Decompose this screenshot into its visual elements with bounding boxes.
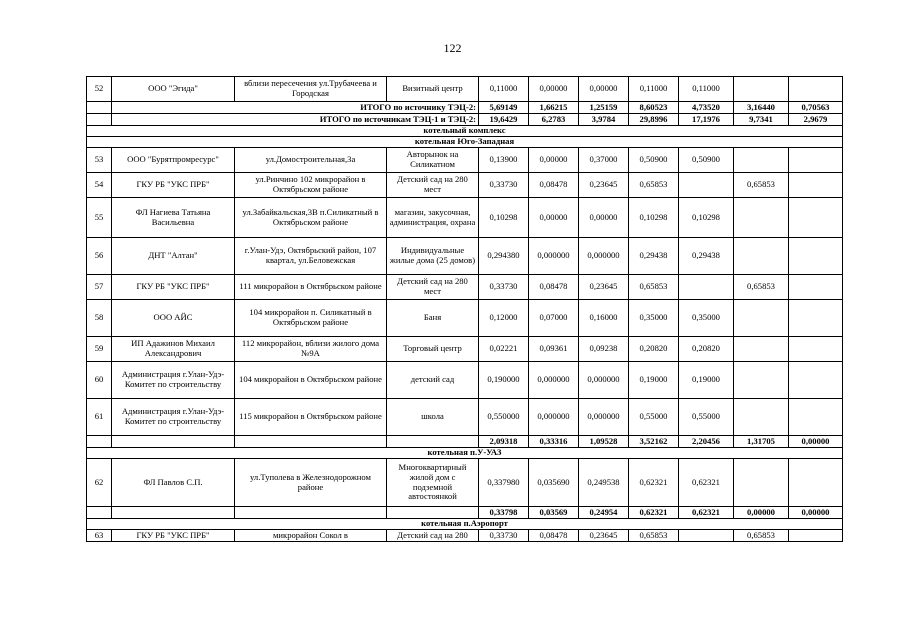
address: микрорайон Сокол в [235, 530, 387, 542]
address: ул.Забайкальская,3В п.Силикатный в Октябрьском районе [235, 198, 387, 238]
cell-value [734, 198, 789, 238]
cell-value: 0,00000 [734, 507, 789, 519]
cell-value: 1,25159 [579, 102, 629, 114]
organization: ФЛ Павлов С.П. [112, 459, 235, 507]
cell-value: 0,37000 [579, 148, 629, 173]
cell-value: 0,00000 [789, 507, 843, 519]
cell-value: 0,62321 [629, 507, 679, 519]
row-number: 61 [87, 399, 112, 436]
cell-value: 6,2783 [529, 114, 579, 126]
table-row [87, 148, 843, 173]
organization: ГКУ РБ "УКС ПРБ" [112, 530, 235, 542]
cell-value: 0,08478 [529, 530, 579, 542]
cell-value [734, 459, 789, 507]
section-header [87, 126, 843, 137]
cell-value: 3,52162 [629, 436, 679, 448]
object: Визитный центр [387, 77, 479, 102]
table-row [87, 459, 843, 507]
cell-value: 0,000000 [579, 399, 629, 436]
cell-value: 0,35000 [629, 300, 679, 337]
cell-value: 0,08478 [529, 173, 579, 198]
object: Детский сад на 280 мест [387, 275, 479, 300]
cell-value: 0,13900 [479, 148, 529, 173]
row-number: 63 [87, 530, 112, 542]
cell-value: 0,249538 [579, 459, 629, 507]
address: 104 микрорайон в Октябрьском районе [235, 362, 387, 399]
cell-value: 0,65853 [629, 530, 679, 542]
cell-value [734, 238, 789, 275]
address: 112 микрорайон, вблизи жилого дома №9А [235, 337, 387, 362]
cell-value: 3,16440 [734, 102, 789, 114]
section-title: котельная п.Аэропорт [87, 519, 843, 530]
section-title: котельная п.У-УАЗ [87, 448, 843, 459]
cell-value: 0,00000 [529, 77, 579, 102]
organization: ИП Адажинов Михаил Александрович [112, 337, 235, 362]
cell-value: 0,10298 [679, 198, 734, 238]
total-row-tec2 [87, 102, 843, 114]
cell-value [789, 399, 843, 436]
cell-value: 0,09361 [529, 337, 579, 362]
row-number: 56 [87, 238, 112, 275]
cell-value: 0,00000 [529, 198, 579, 238]
cell-value: 0,000000 [529, 362, 579, 399]
section-header [87, 448, 843, 459]
cell-value [734, 399, 789, 436]
cell-value [789, 337, 843, 362]
cell-value: 0,20820 [679, 337, 734, 362]
row-number: 55 [87, 198, 112, 238]
cell-value: 0,65853 [734, 530, 789, 542]
cell-value: 0,23645 [579, 173, 629, 198]
total-label: ИТОГО по источникам ТЭЦ-1 и ТЭЦ-2: [112, 114, 479, 126]
row-number: 62 [87, 459, 112, 507]
object: Торговый центр [387, 337, 479, 362]
cell-value: 0,03569 [529, 507, 579, 519]
cell-value: 0,29438 [679, 238, 734, 275]
cell-value: 0,000000 [529, 238, 579, 275]
table-row [87, 530, 843, 542]
row-number: 54 [87, 173, 112, 198]
cell-value [734, 77, 789, 102]
cell-value: 2,9679 [789, 114, 843, 126]
object: Баня [387, 300, 479, 337]
cell-value: 0,337980 [479, 459, 529, 507]
cell-value: 0,00000 [789, 436, 843, 448]
cell-value: 17,1976 [679, 114, 734, 126]
cell-value: 1,09528 [579, 436, 629, 448]
cell-value: 0,10298 [479, 198, 529, 238]
cell-value: 0,00000 [529, 148, 579, 173]
cell-value: 0,33730 [479, 173, 529, 198]
row-number: 52 [87, 77, 112, 102]
row-number: 59 [87, 337, 112, 362]
address: 111 микрорайон в Октябрьском районе [235, 275, 387, 300]
object: Многоквартирный жилой дом с подземной автостоянкой [387, 459, 479, 507]
cell-value [789, 198, 843, 238]
table-row [87, 198, 843, 238]
cell-value: 0,00000 [579, 77, 629, 102]
total-label: ИТОГО по источнику ТЭЦ-2: [112, 102, 479, 114]
object: Детский сад на 280 мест [387, 173, 479, 198]
address: ул.Домостроительная,3а [235, 148, 387, 173]
organization: Администрация г.Улан-Удэ-Комитет по строительству [112, 399, 235, 436]
object: Детский сад на 280 [387, 530, 479, 542]
cell-value: 0,33730 [479, 530, 529, 542]
cell-value: 29,8996 [629, 114, 679, 126]
cell-value [789, 300, 843, 337]
object: детский сад [387, 362, 479, 399]
organization: ГКУ РБ "УКС ПРБ" [112, 173, 235, 198]
total-row-tec12 [87, 114, 843, 126]
cell-value [679, 173, 734, 198]
cell-value: 2,20456 [679, 436, 734, 448]
object: Авторынок на Силикатном [387, 148, 479, 173]
cell-value: 0,16000 [579, 300, 629, 337]
organization: Администрация г.Улан-Удэ-Комитет по строительству [112, 362, 235, 399]
cell-value: 0,00000 [579, 198, 629, 238]
cell-value [789, 459, 843, 507]
cell-value: 0,33316 [529, 436, 579, 448]
cell-value: 0,50900 [679, 148, 734, 173]
organization: ООО "Эгида" [112, 77, 235, 102]
table-row [87, 238, 843, 275]
cell-value: 4,73520 [679, 102, 734, 114]
object: школа [387, 399, 479, 436]
cell-value: 0,12000 [479, 300, 529, 337]
cell-value [734, 148, 789, 173]
table-row [87, 337, 843, 362]
cell-value [789, 238, 843, 275]
table-row [87, 77, 843, 102]
cell-value [734, 300, 789, 337]
cell-value: 8,60523 [629, 102, 679, 114]
object: Индивидуальные жилые дома (25 домов) [387, 238, 479, 275]
address: ул.Туполева в Железнодорожном районе [235, 459, 387, 507]
cell-value: 0,62321 [679, 459, 734, 507]
cell-value: 0,29438 [629, 238, 679, 275]
row-number: 60 [87, 362, 112, 399]
address: вблизи пересечения ул.Трубачеева и Городская [235, 77, 387, 102]
cell-value [789, 148, 843, 173]
cell-value: 0,35000 [679, 300, 734, 337]
subtotal-row [87, 507, 843, 519]
cell-value [734, 362, 789, 399]
table-row [87, 399, 843, 436]
cell-value: 0,02221 [479, 337, 529, 362]
cell-value: 0,33730 [479, 275, 529, 300]
section-header [87, 519, 843, 530]
cell-value: 0,10298 [629, 198, 679, 238]
organization: ООО АЙС [112, 300, 235, 337]
cell-value: 19,6429 [479, 114, 529, 126]
cell-value: 0,50900 [629, 148, 679, 173]
cell-value [679, 275, 734, 300]
cell-value: 0,62321 [679, 507, 734, 519]
cell-value: 0,550000 [479, 399, 529, 436]
cell-value [734, 337, 789, 362]
table-row [87, 275, 843, 300]
cell-value: 0,11000 [629, 77, 679, 102]
cell-value: 0,55000 [679, 399, 734, 436]
table-row [87, 173, 843, 198]
cell-value: 0,11000 [679, 77, 734, 102]
cell-value: 0,035690 [529, 459, 579, 507]
cell-value: 0,65853 [629, 173, 679, 198]
cell-value: 0,19000 [679, 362, 734, 399]
cell-value: 0,70563 [789, 102, 843, 114]
address: 104 микрорайон п. Силикатный в Октябрьском районе [235, 300, 387, 337]
cell-value: 0,000000 [579, 238, 629, 275]
connections-table [86, 76, 843, 542]
cell-value: 9,7341 [734, 114, 789, 126]
row-number: 58 [87, 300, 112, 337]
section-title: котельный комплекс [87, 126, 843, 137]
cell-value: 0,294380 [479, 238, 529, 275]
page-number: 122 [443, 41, 462, 55]
cell-value: 1,31705 [734, 436, 789, 448]
cell-value: 0,08478 [529, 275, 579, 300]
cell-value: 0,000000 [529, 399, 579, 436]
section-title: котельная Юго-Западная [87, 137, 843, 148]
cell-value [679, 530, 734, 542]
table-row [87, 362, 843, 399]
cell-value: 0,62321 [629, 459, 679, 507]
cell-value: 0,23645 [579, 530, 629, 542]
object: магазин, закусочная, администрация, охрана [387, 198, 479, 238]
organization: ДНТ "Алтан" [112, 238, 235, 275]
cell-value: 0,65853 [734, 173, 789, 198]
cell-value: 0,07000 [529, 300, 579, 337]
organization: ООО "Бурятпромресурс" [112, 148, 235, 173]
row-number: 53 [87, 148, 112, 173]
cell-value: 0,09238 [579, 337, 629, 362]
cell-value [789, 362, 843, 399]
cell-value: 0,65853 [629, 275, 679, 300]
address: 115 микрорайон в Октябрьском районе [235, 399, 387, 436]
cell-value [789, 275, 843, 300]
cell-value: 2,09318 [479, 436, 529, 448]
cell-value: 0,33798 [479, 507, 529, 519]
organization: ФЛ Нагиева Татьяна Васильевна [112, 198, 235, 238]
table-row [87, 300, 843, 337]
cell-value: 0,19000 [629, 362, 679, 399]
cell-value: 0,65853 [734, 275, 789, 300]
cell-value [789, 77, 843, 102]
cell-value: 0,11000 [479, 77, 529, 102]
cell-value: 5,69149 [479, 102, 529, 114]
cell-value [789, 530, 843, 542]
cell-value: 0,23645 [579, 275, 629, 300]
address: г.Улан-Удэ, Октябрьский район, 107 квартал, ул.Беловежская [235, 238, 387, 275]
cell-value: 0,24954 [579, 507, 629, 519]
address: ул.Ринчино 102 микрорайон в Октябрьском районе [235, 173, 387, 198]
cell-value: 3,9784 [579, 114, 629, 126]
cell-value [789, 173, 843, 198]
row-number: 57 [87, 275, 112, 300]
cell-value: 0,55000 [629, 399, 679, 436]
section-header [87, 137, 843, 148]
cell-value: 0,20820 [629, 337, 679, 362]
organization: ГКУ РБ "УКС ПРБ" [112, 275, 235, 300]
cell-value: 0,190000 [479, 362, 529, 399]
cell-value: 0,000000 [579, 362, 629, 399]
cell-value: 1,66215 [529, 102, 579, 114]
subtotal-row [87, 436, 843, 448]
